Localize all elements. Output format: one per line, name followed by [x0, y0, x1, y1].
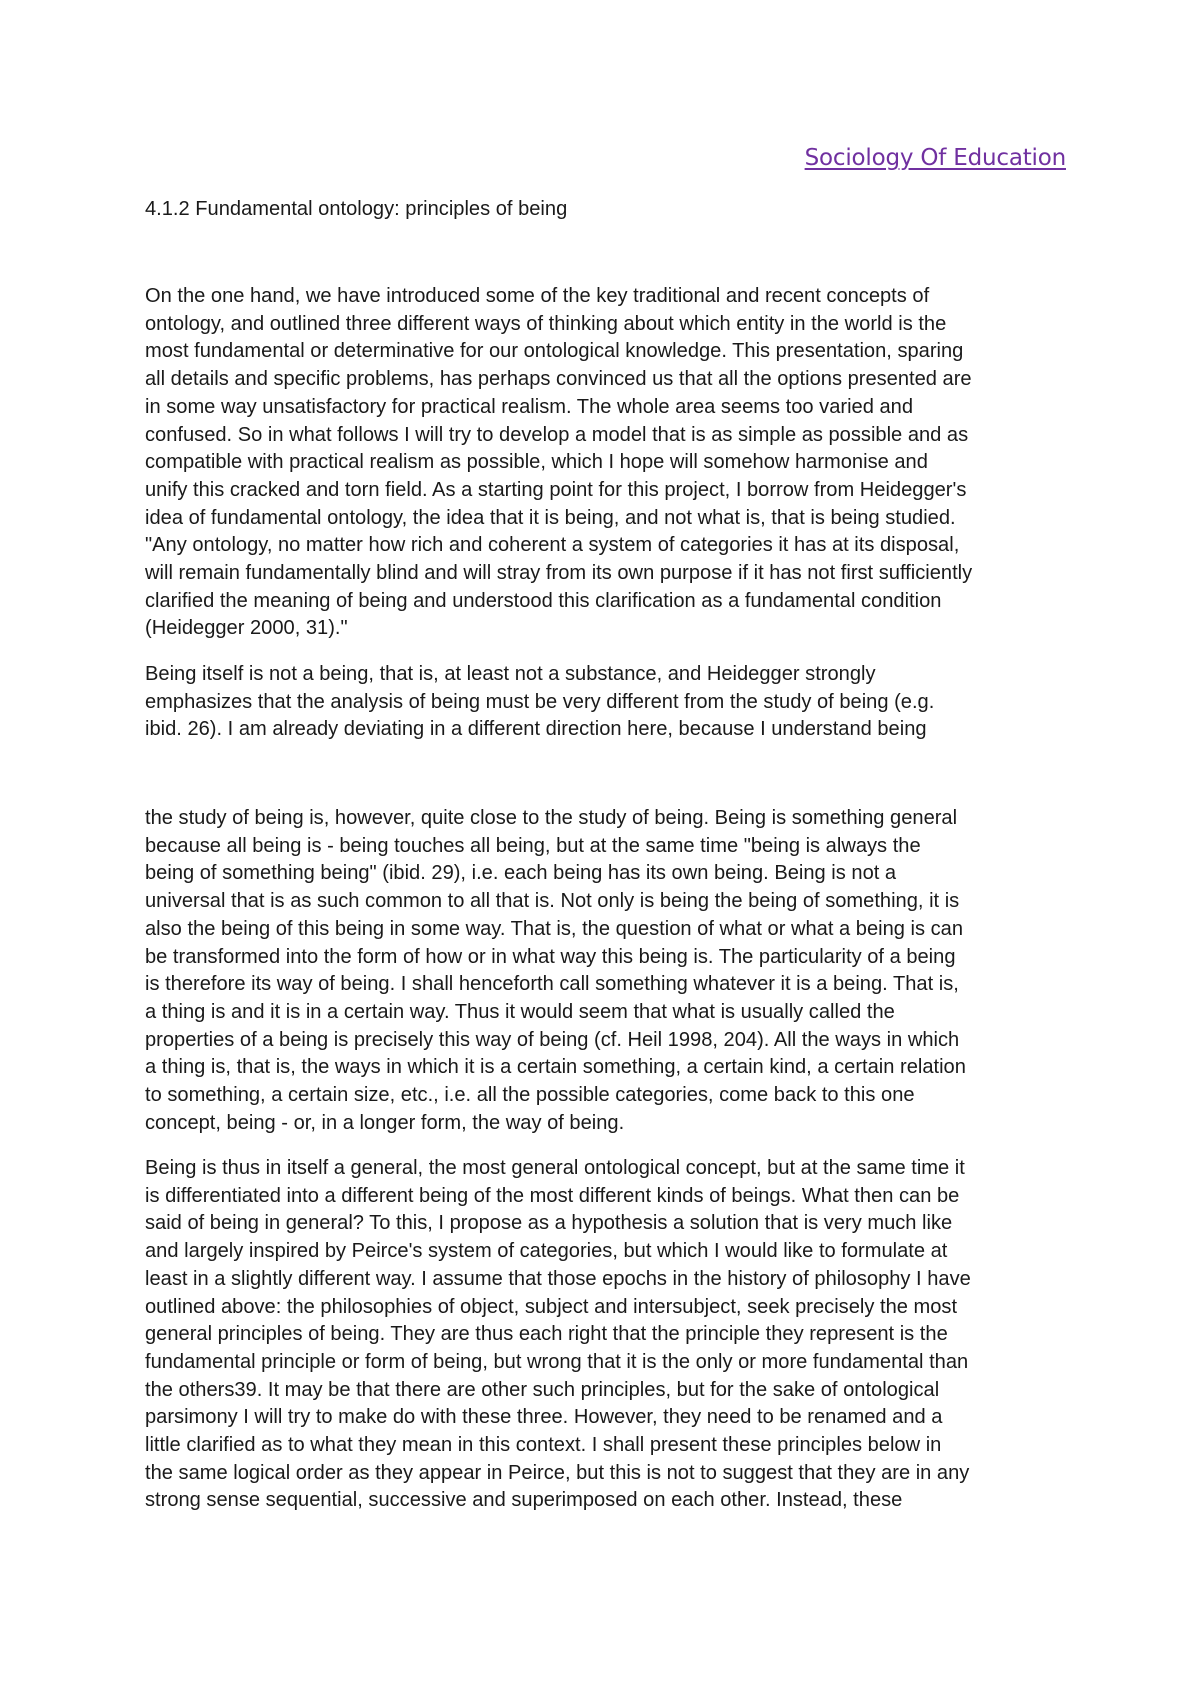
paragraph-line: strong sense sequential, successive and superimposed on each other. Instead, these — [145, 1489, 903, 1512]
sociology-of-education-link[interactable]: Sociology Of Education — [804, 145, 1066, 171]
paragraph-3 — [145, 805, 1070, 1137]
paragraph-line: is differentiated into a different being of the most different kinds of beings. What then can be — [145, 1184, 960, 1207]
paragraph-line: outlined above: the philosophies of object, subject and intersubject, seek precisely the most — [145, 1295, 958, 1318]
paragraph-line: emphasizes that the analysis of being must be very different from the study of being (e.g. — [145, 690, 935, 713]
heading-text: 4.1.2 Fundamental ontology: principles of being — [145, 198, 568, 220]
paragraph-line: to something, a certain size, etc., i.e. all the possible categories, come back to this one — [145, 1084, 915, 1107]
paragraph-line: least in a slightly different way. I assume that those epochs in the history of philosophy I have — [145, 1267, 971, 1290]
paragraph-line: idea of fundamental ontology, the idea that it is being, and not what is, that is being studied. — [145, 506, 956, 529]
paragraph-2 — [145, 661, 1070, 744]
paragraph-line: general principles of being. They are thus each right that the principle they represent is the — [145, 1323, 948, 1346]
paragraph-line: universal that is as such common to all that is. Not only is being the being of something, it is — [145, 890, 960, 913]
paragraph-line: because all being is - being touches all being, but at the same time "being is always the — [145, 834, 921, 857]
paragraph-line: ibid. 26). I am already deviating in a different direction here, because I understand being — [145, 718, 927, 741]
paragraph-line: Being is thus in itself a general, the most general ontological concept, but at the same time it — [145, 1157, 965, 1179]
paragraph-line: the study of being is, however, quite close to the study of being. Being is something general — [145, 807, 958, 829]
paragraph-line: and largely inspired by Peirce's system of categories, but which I would like to formulate at — [145, 1240, 948, 1263]
paragraph-line: (Heidegger 2000, 31)." — [145, 617, 348, 640]
paragraph-line: concept, being - or, in a longer form, the way of being. — [145, 1111, 625, 1134]
paragraph-line: little clarified as to what they mean in this context. I shall present these principles below in — [145, 1434, 942, 1457]
paragraph-line: most fundamental or determinative for our ontological knowledge. This presentation, sparing — [145, 340, 964, 363]
paragraph-line: in some way unsatisfactory for practical realism. The whole area seems too varied and — [145, 395, 914, 418]
paragraph-line: a thing is, that is, the ways in which it is a certain something, a certain kind, a certain relation — [145, 1056, 966, 1079]
paragraph-line: said of being in general? To this, I propose as a hypothesis a solution that is very much like — [145, 1212, 953, 1235]
paragraph-line: will remain fundamentally blind and will stray from its own purpose if it has not first sufficiently — [145, 562, 973, 585]
paragraph-line: all details and specific problems, has perhaps convinced us that all the options presented are — [145, 368, 972, 391]
paragraph-line: Being itself is not a being, that is, at least not a substance, and Heidegger strongly — [145, 663, 876, 685]
paragraph-line: confused. So in what follows I will try to develop a model that is as simple as possible and as — [145, 423, 969, 446]
paragraph-line: properties of a being is precisely this way of being (cf. Heil 1998, 204). All the ways in which — [145, 1028, 960, 1051]
paragraph-line: the same logical order as they appear in Peirce, but this is not to suggest that they are in any — [145, 1461, 970, 1484]
paragraph-line: is therefore its way of being. I shall henceforth call something whatever it is a being. That is, — [145, 973, 959, 996]
paragraph-line: On the one hand, we have introduced some of the key traditional and recent concepts of — [145, 285, 930, 307]
section-heading — [145, 196, 1070, 224]
paragraph-line: "Any ontology, no matter how rich and coherent a system of categories it has at its disposal, — [145, 534, 960, 557]
paragraph-4 — [145, 1155, 1070, 1515]
paragraph-line: also the being of this being in some way. That is, the question of what or what a being is can — [145, 917, 964, 940]
paragraph-line: clarified the meaning of being and understood this clarification as a fundamental condition — [145, 589, 942, 612]
paragraph-line: compatible with practical realism as possible, which I hope will somehow harmonise and — [145, 451, 928, 474]
paragraph-line: the others39. It may be that there are other such principles, but for the sake of ontological — [145, 1378, 940, 1401]
paragraph-line: being of something being" (ibid. 29), i.e. each being has its own being. Being is not a — [145, 862, 897, 885]
paragraph-line: ontology, and outlined three different ways of thinking about which entity in the world is the — [145, 312, 947, 335]
paragraph-line: unify this cracked and torn field. As a starting point for this project, I borrow from Heidegger's — [145, 478, 967, 501]
paragraph-line: a thing is and it is in a certain way. Thus it would seem that what is usually called the — [145, 1000, 895, 1023]
paragraph-line: parsimony I will try to make do with these three. However, they need to be renamed and a — [145, 1406, 943, 1429]
paragraph-line: be transformed into the form of how or in what way this being is. The particularity of a being — [145, 945, 956, 968]
paragraph-line: fundamental principle or form of being, but wrong that it is the only or more fundamental than — [145, 1350, 969, 1373]
paragraph-1 — [145, 283, 1070, 643]
